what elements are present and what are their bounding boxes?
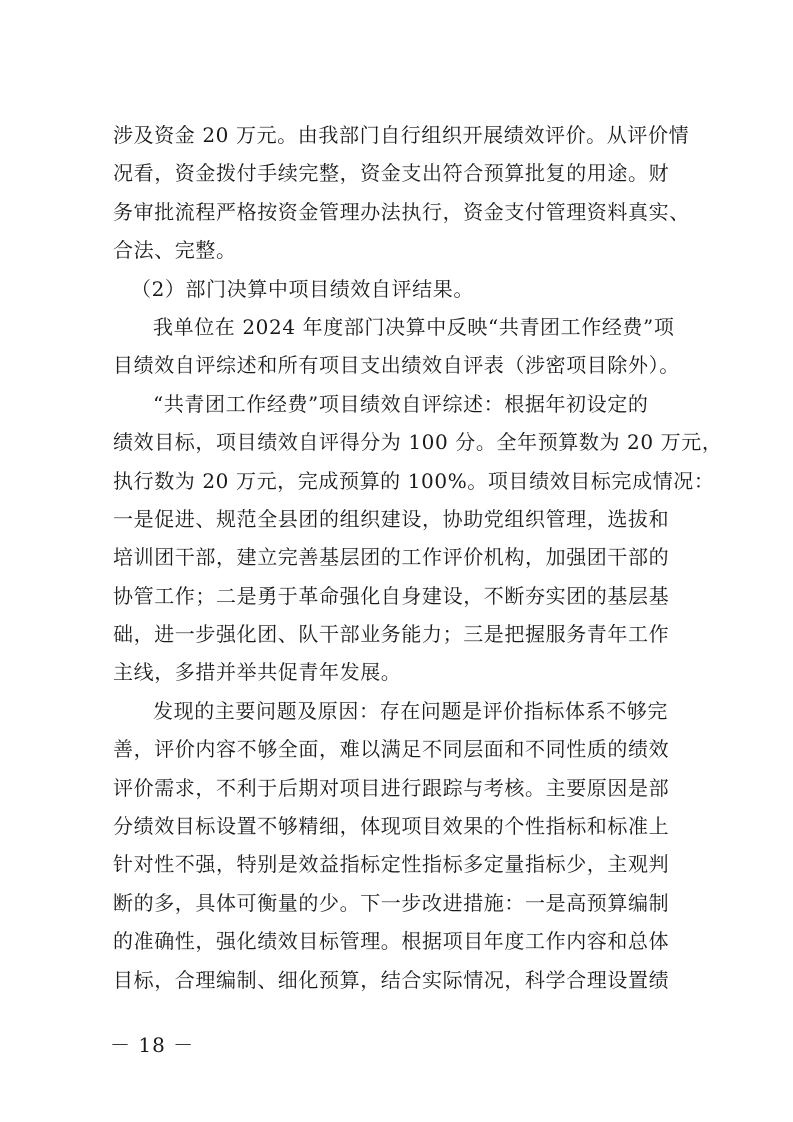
paragraph-line: 目绩效自评综述和所有项目支出绩效自评表（涉密项目除外）。 [113,353,680,378]
paragraph-line: 涉及资金 20 万元。由我部门自行组织开展绩效评价。从评价情 [113,123,690,147]
page-number: － 18 － [110,1033,195,1057]
paragraph-line: “共青团工作经费”项目绩效自评综述：根据年初设定的 [153,391,649,416]
paragraph-line: 针对性不强，特别是效益指标定性指标多定量指标少，主观判 [113,852,670,877]
paragraph-line: 我单位在 2024 年度部门决算中反映“共青团工作经费”项 [153,314,675,339]
paragraph-line: 执行数为 20 万元，完成预算的 100%。项目绩效目标完成情况： [113,468,715,493]
paragraph-line: 培训团干部，建立完善基层团的工作评价机构，加强团干部的 [113,545,670,570]
paragraph-line: 务审批流程严格按资金管理办法执行，资金支付管理资料真实、 [113,199,690,224]
paragraph-line: 的准确性，强化绩效目标管理。根据项目年度工作内容和总体 [113,929,670,954]
paragraph-line: 主线，多措并举共促青年发展。 [113,660,402,685]
paragraph-line: 础，进一步强化团、队干部业务能力；三是把握服务青年工作 [113,622,670,647]
paragraph-line: 绩效目标，项目绩效自评得分为 100 分。全年预算数为 20 万元， [113,430,723,455]
paragraph-line: 断的多，具体可衡量的少。下一步改进措施：一是高预算编制 [113,890,670,915]
paragraph-line: 发现的主要问题及原因：存在问题是评价指标体系不够完 [153,698,668,723]
paragraph-line: 况看，资金拨付手续完整，资金支出符合预算批复的用途。财 [113,161,670,186]
paragraph-line: 目标，合理编制、细化预算，结合实际情况，科学合理设置绩 [113,967,670,992]
paragraph-line: 一是促进、规范全县团的组织建设，协助党组织管理，选拔和 [113,506,670,531]
paragraph-line: 评价需求，不利于后期对项目进行跟踪与考核。主要原因是部 [113,775,670,800]
paragraph-line: 协管工作；二是勇于革命强化自身建设，不断夯实团的基层基 [113,583,670,608]
paragraph-line: 合法、完整。 [113,238,237,263]
paragraph-line: 分绩效目标设置不够精细，体现项目效果的个性指标和标准上 [113,814,670,839]
section-heading: （2）部门决算中项目绩效自评结果。 [131,276,474,301]
document-body [113,116,723,999]
paragraph-line: 善，评价内容不够全面，难以满足不同层面和不同性质的绩效 [113,737,670,762]
